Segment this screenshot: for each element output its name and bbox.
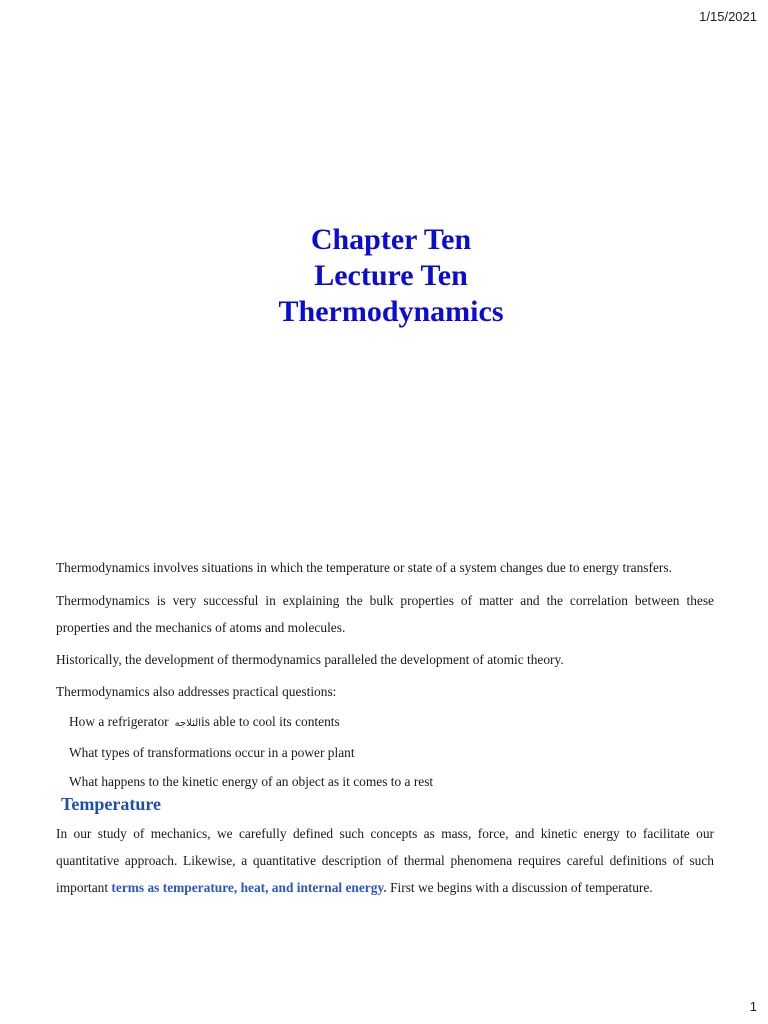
slide-title (0, 222, 768, 330)
title-topic: Thermodynamics (278, 295, 504, 328)
title-lecture: Lecture Ten (314, 259, 468, 292)
temperature-text-end: First we begins with a discussion of temperature. (386, 880, 653, 895)
question-item-kinetic-energy: What happens to the kinetic energy of an object as it comes to a rest (69, 774, 434, 789)
question-item-refrigerator (56, 708, 714, 737)
temperature-heading: Temperature (61, 794, 161, 814)
intro-paragraph-1: Thermodynamics involves situations in which the temperature or state of a system changes due to energy transfers. (56, 560, 672, 575)
arabic-word: الثلاجه (174, 718, 201, 729)
title-chapter: Chapter Ten (310, 223, 472, 256)
intro-paragraph-4: Thermodynamics also addresses practical questions: (56, 684, 337, 699)
intro-paragraph-3: Historically, the development of thermodynamics paralleled the development of atomic theory. (56, 652, 564, 667)
temperature-text-start: In our study of mechanics, we carefully defined such concepts as mass, force, and kinetic energy to facilitate our quantitative approach. Likewise, a quantitative description of thermal phenomena requires careful definitions of such important (56, 826, 714, 895)
intro-section (56, 554, 714, 795)
question-text-end: is able to cool its contents (201, 714, 340, 729)
intro-paragraph-2: Thermodynamics is very successful in explaining the bulk properties of matter and the correlation between these properties and the mechanics of atoms and molecules. (56, 593, 714, 635)
temperature-section (56, 820, 714, 901)
question-item-power-plant: What types of transformations occur in a power plant (69, 745, 355, 760)
temperature-highlight: terms as temperature, heat, and internal energy. (111, 880, 387, 895)
page-number: 1 (749, 999, 757, 1014)
question-text-start: How a refrigerator (69, 714, 169, 729)
slide-date: 1/15/2021 (699, 9, 757, 24)
temperature-paragraph (56, 820, 714, 901)
